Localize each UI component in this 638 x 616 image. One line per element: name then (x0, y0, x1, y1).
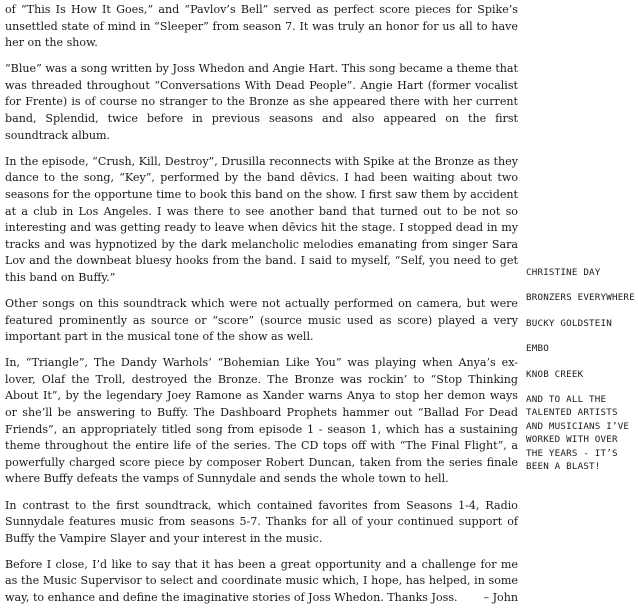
thanks-item: CHRISTINE DAY (526, 267, 601, 278)
thanks-item: BUCKY GOLDSTEIN (526, 317, 612, 329)
thanks-item: EMBO (526, 343, 549, 355)
paragraph: In, “Triangle”, The Dandy Warhols’ “Bohemian Like You” was playing when Anya’s ex-lover, Olaf the Troll, destroyed the Bronze. The Bronze was rockin’ to “Stop Thinking About It”, by the legendary Joey Ramone as Xander warns Anya to stop her demon ways or she’ll be answering to Buffy. The Dashboard Prophets hammer out “Ballad For Dead Friends”, an appropriately titled song from episode 1 - season 1, which has a sustaining theme throughout the entire life of the series. The CD tops off with “The Final Flight”, a powerfully charged score piece by composer Robert Duncan, taken from the series finale where Buffy defeats the vamps of Sunnydale and sends the whole town to hell. (5, 356, 518, 486)
closing-text: Before I close, I’d like to say that it has been a great opportunity and a challenge for me as the Music Supervisor to select and coordinate music which, I hope, has helped, in some way, to enhance and define the imaginative stories of Joss Whedon. Thanks Joss. (5, 557, 518, 604)
liner-notes-body (5, 2, 518, 616)
closing-paragraph (5, 557, 518, 607)
paragraph: Other songs on this soundtrack which were not actually performed on camera, but were featured prominently as source or “score” (source music used as score) played a very important part in the musical tone of the show as well. (5, 297, 518, 344)
thanks-item: BRONZERS EVERYWHERE (526, 292, 635, 304)
paragraph: In the episode, “Crush, Kill, Destroy”, Drusilla reconnects with Spike at the Bronze as they dance to the song, “Key”, performed by the band dēvics. I had been waiting about two seasons for the opportune time to book this band on the show. I first saw them by accident at a club in Los Angeles. I was there to see another band that turned out to be not so interesting and was getting ready to leave when dēvics hit the stage. I stopped dead in my tracks and was hypnotized by the dark melancholic melodies emanating from singer Sara Lov and the downbeat bluesy hooks from the band. I said to myself, “Self, you need to get this band on Buffy.” (5, 154, 518, 284)
signature: – John (483, 591, 518, 604)
thanks-list (526, 266, 636, 485)
paragraph: In contrast to the first soundtrack, which contained favorites from Seasons 1-4, Radio Sunnydale features music from seasons 5-7. Thanks for all of your continued support of Buffy the Vampire Slayer and your interest in the music. (5, 498, 518, 545)
paragraph: of “This Is How It Goes,” and “Pavlov’s Bell” served as perfect score pieces for Spike’s unsettled state of mind in “Sleeper” from season 7. It was truly an honor for us all to have her on the show. (5, 3, 518, 50)
paragraph: “Blue” was a song written by Joss Whedon and Angie Hart. This song became a theme that was threaded throughout “Conversations With Dead People”. Angie Hart (former vocalist for Frente) is of course no stranger to the Bronze as she appeared there with her current band, Splendid, twice before in previous seasons and also appeared on the first soundtrack album. (5, 62, 518, 142)
thanks-item: AND TO ALL THE TALENTED ARTISTS AND MUSICIANS I’VE WORKED WITH OVER THE YEARS - IT’S BEEN A BLAST! (526, 394, 630, 473)
thanks-item: KNOB CREEK (526, 368, 584, 380)
